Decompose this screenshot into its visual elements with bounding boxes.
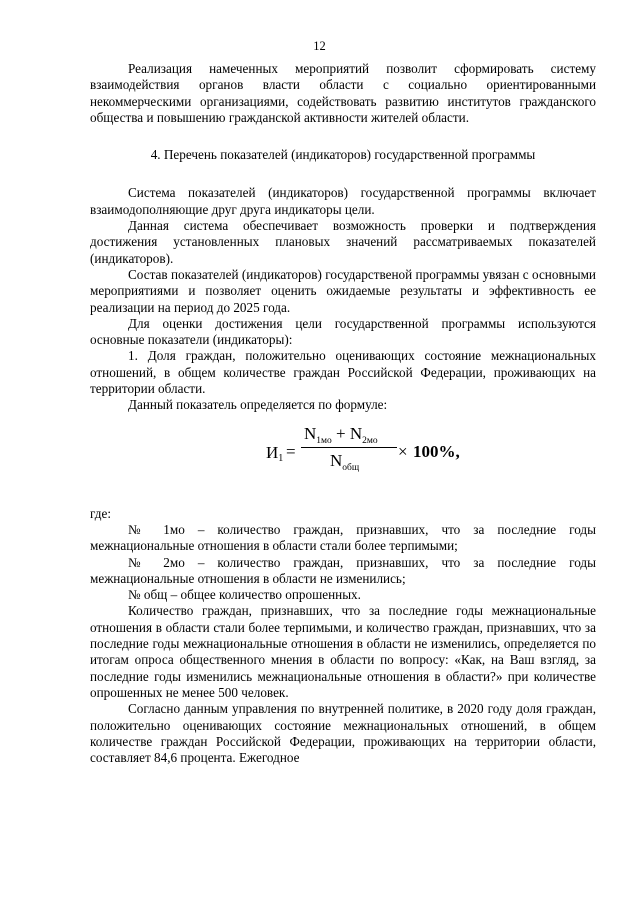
document-body	[90, 61, 596, 766]
formula-denominator	[330, 450, 360, 476]
paragraph-formula-intro: Данный показатель определяется по формуле:	[128, 397, 388, 413]
paragraph-statistics: Согласно данным управления по внутренней политике, в 2020 году доля граждан, положительно оценивающих состояние межнациональных отношений, в общем количестве граждан Российской Федерации, проживающих на территории области, составляет 84,6 процента. Ежегодное	[90, 701, 596, 766]
formula-lhs	[266, 442, 284, 467]
paragraph-indicator-1: 1. Доля граждан, положительно оценивающих состояние межнациональных отношений, в общем количестве граждан Российской Федерации, проживающих на территории области.	[90, 348, 596, 397]
formula-den-term: N	[330, 450, 343, 470]
formula-plus: +	[331, 423, 350, 443]
paragraph-composition: Состав показателей (индикаторов) государственой программы увязан с основными мероприятиями и позволяет оценить ожидаемые результаты и эффективность ее реализации на период до 2025 года.	[90, 266, 596, 315]
formula-equals: =	[286, 441, 296, 461]
paragraph-system: Система показателей (индикаторов) государственной программы включает взаимодополняющие друг друга индикаторы цели.	[90, 185, 596, 217]
formula-num-term-1: N	[304, 423, 317, 443]
paragraph-assessment: Для оценки достижения цели государственной программы используются основные показатели (индикаторы):	[90, 315, 596, 348]
formula-numerator	[304, 423, 378, 449]
formula-times: ×	[398, 441, 408, 461]
where-label: где:	[90, 505, 111, 521]
paragraph-survey: Количество граждан, признавших, что за последние годы межнациональные отношения в области стали более терпимыми, и количество граждан, признавших, что за последние годы межнациональные отношения в области не изменились, определяется по итогам опроса общественного мнения в области по вопросу: «Как, на Ваш взгляд, за последние годы изменились межнациональные отношения в области?» при количестве опрошенных не менее 500 человек.	[90, 603, 596, 700]
definition-n1: № 1мо – количество граждан, признавших, что за последние годы межнациональные отношения в области стали более терпимыми;	[90, 521, 596, 554]
definition-n2: № 2мо – количество граждан, признавших, что за последние годы межнациональные отношения в области не изменились;	[90, 554, 596, 586]
formula-percent: 100%,	[413, 441, 460, 461]
formula-lhs-index: 1	[278, 452, 284, 464]
formula	[90, 422, 596, 500]
definition-total: № общ – общее количество опрошенных.	[128, 587, 361, 603]
page-number: 12	[313, 39, 326, 53]
formula-num-term-2: N	[349, 423, 363, 443]
paragraph-intro: Реализация намеченных мероприятий позволит сформировать систему взаимодействия органов власти области с социально ориентированными некоммерческими организациями, содействовать развитию институтов гражданского общества и повышению гражданской активности жителей области.	[90, 61, 596, 125]
paragraph-verification: Данная система обеспечивает возможность проверки и подтверждения достижения установленных плановых значений рассматриваемых показателей (индикаторов).	[90, 218, 596, 266]
formula-fraction-bar	[301, 447, 397, 448]
formula-den-sub: общ	[342, 462, 360, 473]
formula-num-sub-2: 2мо	[362, 435, 378, 446]
section-heading: 4. Перечень показателей (индикаторов) государственной программы	[150, 147, 536, 163]
formula-lhs-symbol: И	[266, 442, 279, 462]
formula-num-sub-1: 1мо	[316, 435, 332, 446]
